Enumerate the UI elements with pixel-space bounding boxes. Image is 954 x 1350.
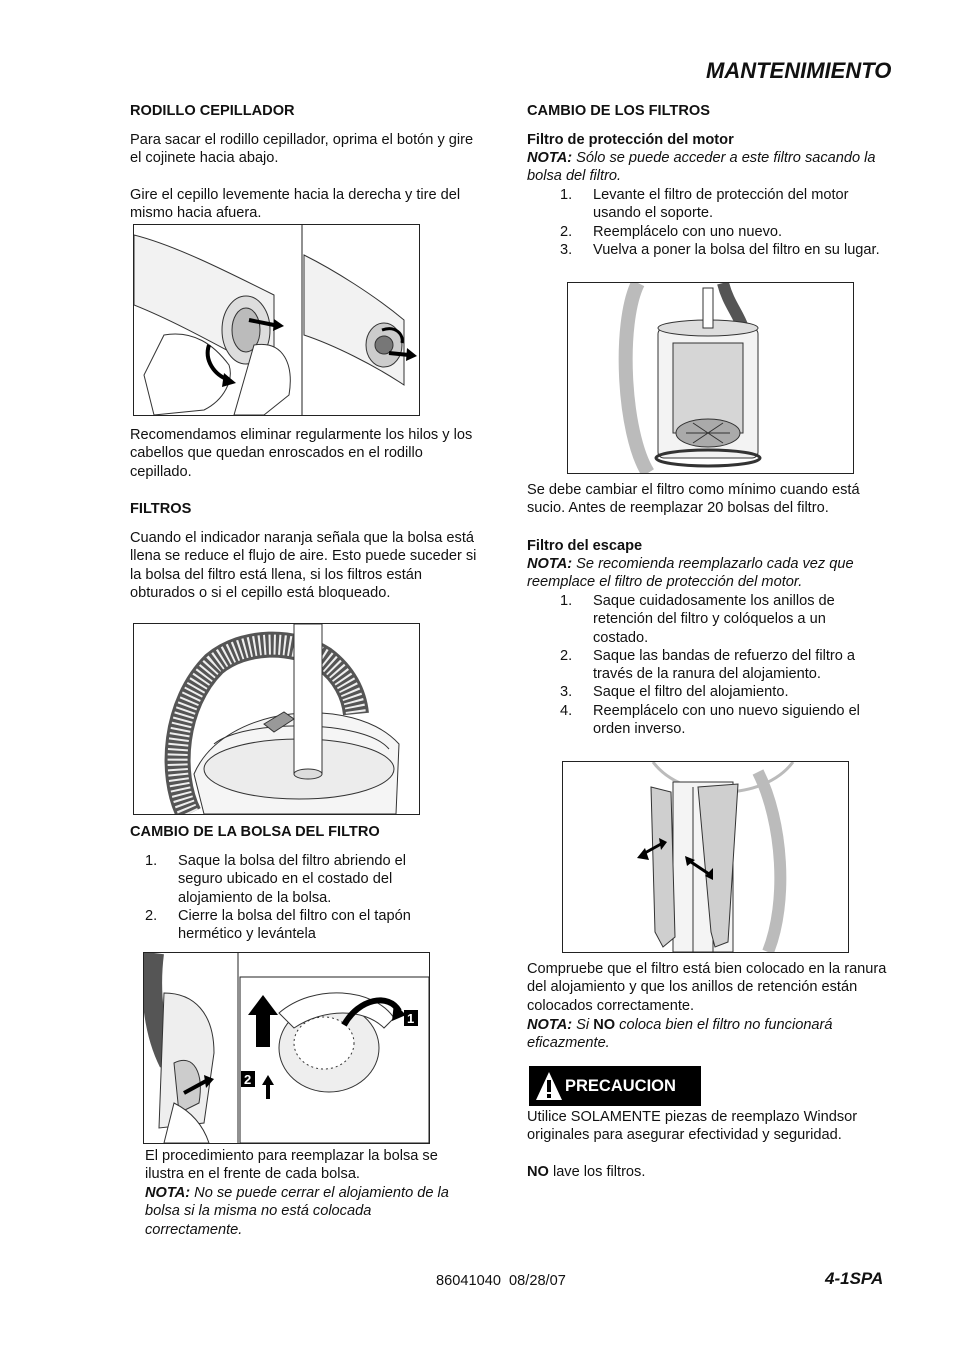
figure-bag-change [143,952,430,1144]
note-escape [527,555,899,592]
note-text: Sólo se puede acceder a este filtro sacando la bolsa del filtro. [527,150,876,185]
figure-callout-1: 1 [407,1011,415,1026]
step-number: 2. [560,647,573,664]
step-text: Saque la bolsa del filtro abriendo el seguro ubicado en el costado del alojamiento de la bolsa. [178,853,406,906]
section-heading-cambio-filtros: CAMBIO DE LOS FILTROS [527,103,710,119]
footer-doc-id: 86041040 08/28/07 [436,1273,566,1289]
section-heading-rodillo: RODILLO CEPILLADOR [130,103,295,119]
list-item [560,592,885,647]
list-item [560,223,880,241]
step-number: 4. [560,702,573,719]
note-label: NOTA: [527,1017,573,1033]
note-bolsa [145,1184,470,1239]
section-heading-filtros: FILTROS [130,501,192,517]
figure-brush-roller [133,224,420,416]
step-text: Reemplácelo con uno nuevo. [593,223,783,240]
step-number: 2. [560,223,573,240]
figure-bag-housing [133,623,420,815]
note-text: coloca bien el filtro no funcionará eficazmente. [527,1017,833,1052]
step-text: Saque el filtro del alojamiento. [593,684,789,701]
note-escape-2 [527,1016,902,1053]
steps-escape [560,592,885,738]
step-number: 1. [560,593,573,609]
section-heading-bolsa: CAMBIO DE LA BOLSA DEL FILTRO [130,824,380,840]
step-number: 3. [560,241,573,258]
warning-no-wash-text: lave los filtros. [548,1164,646,1180]
paragraph-rodillo-1: Para sacar el rodillo cepillador, oprima el botón y gire el cojinete hacia abajo. [130,132,474,167]
step-number: 3. [560,684,573,701]
step-text: Vuelva a poner la bolsa del filtro en su lugar. [593,241,880,258]
list-item [560,683,885,701]
note-motor [527,149,899,186]
step-text: Cierre la bolsa del filtro con el tapón hermético y levántela [178,907,411,943]
paragraph-rodillo-3: Recomendamos eliminar regularmente los hilos y los cabellos que quedan enroscados en el rodillo cepillado. [130,427,473,480]
figure-motor-filter [567,282,854,474]
note-emphasis: NO [593,1017,616,1033]
note-label: NOTA: [145,1185,191,1201]
note-text: Se recomienda reemplazarlo cada vez que reemplace el filtro de protección del motor. [527,556,854,591]
list-item [560,186,880,223]
paragraph-rodillo-2: Gire el cepillo levemente hacia la derecha y tire del mismo hacia afuera. [130,187,461,222]
step-text: Saque cuidadosamente los anillos de retención del filtro y colóquelos a un costado. [593,593,835,646]
warning-box [529,1066,701,1106]
step-text: Saque las bandas de refuerzo del filtro a través de la ranura del alojamiento. [593,647,856,683]
page-title: MANTENIMIENTO [706,58,892,83]
note-label: NOTA: [527,150,573,166]
step-number: 2. [145,907,158,924]
figure-callout-2: 2 [244,1072,252,1087]
list-item [145,852,445,907]
list-item [560,647,885,684]
step-number: 1. [145,853,158,869]
list-item [145,907,445,944]
subheading-motor: Filtro de protección del motor [527,132,734,148]
step-text: Levante el filtro de protección del motor usando el soporte. [593,187,849,222]
warning-text: Utilice SOLAMENTE piezas de reemplazo Windsor originales para asegurar efectividad y seguridad. [527,1109,858,1144]
figure-exhaust-filter [562,761,849,953]
note-text: No se puede cerrar el alojamiento de la bolsa si la misma no está colocada correctamente. [145,1185,449,1238]
step-text: Reemplácelo con uno nuevo siguiendo el orden inverso. [593,702,860,738]
steps-motor [560,186,880,259]
paragraph-escape: Compruebe que el filtro está bien colocado en la ranura del alojamiento y que los anillos de retención están colocados correctamente. [527,961,887,1014]
paragraph-filtros-1: Cuando el indicador naranja señala que la bolsa está llena se reduce el flujo de aire. Esto puede suceder si la bolsa del filtro está llena, si los filtros están obturados o si el cepillo está bloqueado. [130,530,477,601]
page-number: 4-1SPA [825,1269,884,1288]
warning-icon [535,1071,563,1101]
note-text: Si [572,1017,594,1033]
paragraph-bolsa-1: El procedimiento para reemplazar la bolsa se ilustra en el frente de cada bolsa. [145,1148,438,1183]
warning-no-wash [527,1163,902,1181]
warning-label: PRECAUCION [565,1077,676,1095]
warning-emphasis: NO [527,1164,549,1180]
step-number: 1. [560,187,573,203]
steps-bolsa [145,852,445,943]
note-label: NOTA: [527,556,573,572]
subheading-escape: Filtro del escape [527,538,643,554]
paragraph-motor: Se debe cambiar el filtro como mínimo cuando está sucio. Antes de reemplazar 20 bolsas del filtro. [527,482,860,517]
list-item [560,241,880,259]
list-item [560,702,885,739]
